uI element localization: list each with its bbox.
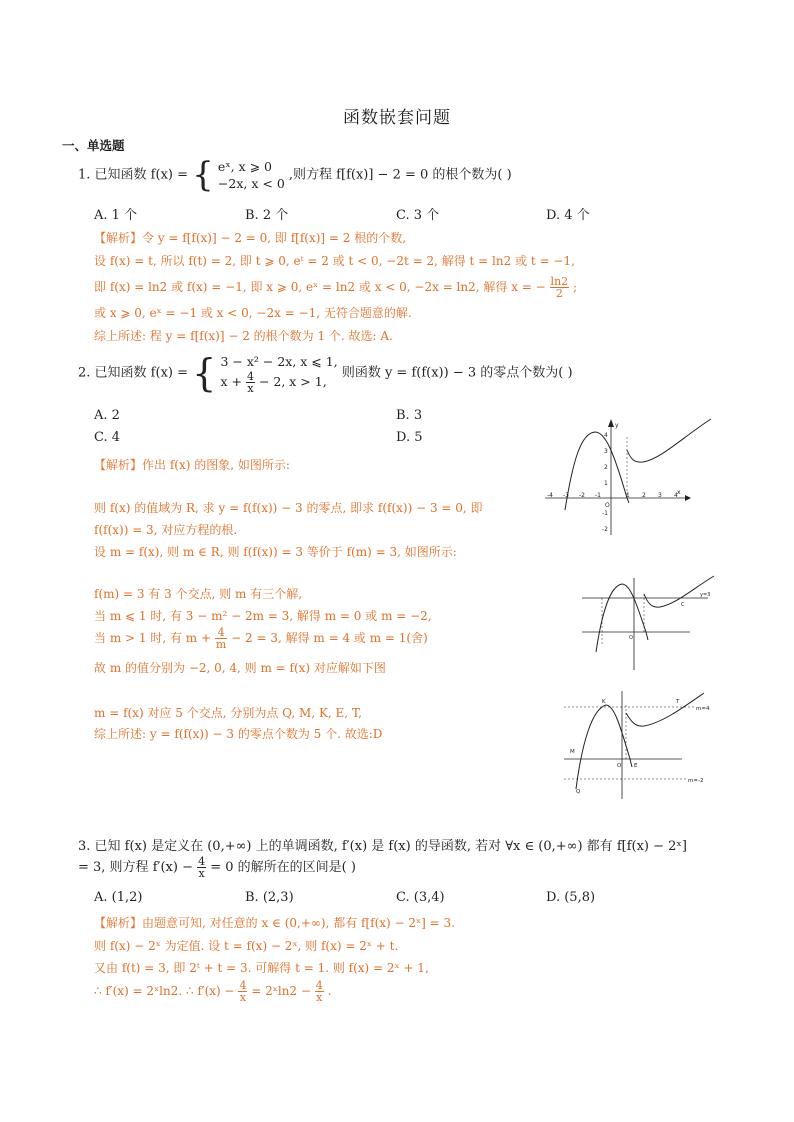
q1-analysis-line-2: 设 f(x) = t, 所以 f(t) = 2, 即 t ⩾ 0, eᵗ = 2 或 t < 0, −2t = 2, 解得 t = ln2 或 t = −1, (94, 254, 575, 268)
q2-pieces (220, 352, 337, 394)
q3-option-a[interactable]: A. (1,2) (94, 890, 143, 905)
q2-brace: { (192, 351, 217, 395)
q3-analysis-line-4: ∴ f′(x) = 2ˣln2. ∴ f′(x) − $\frac{4}{x}$ = 2ˣln2 − $\frac{4}{x}$ . (94, 979, 332, 1004)
q2-analysis-line-4: 设 m = f(x), 则 m ∈ R, 则 f(f(x)) = 3 等价于 f(m) = 3, 如图所示: (94, 545, 457, 559)
q3-line-1: 已知 f(x) 是定义在 (0,+∞) 上的单调函数, f′(x) 是 f(x) 的导函数, 若对 ∀x ∈ (0,+∞) 都有 f[f(x) − 2ˣ] (94, 839, 687, 854)
g1-hyperbola-curve (627, 419, 711, 462)
g1-xtick: 2 (642, 492, 646, 499)
q2-analysis-line-10: 综上所述: y = f(f(x)) − 3 的零点个数为 5 个. 故选:D (94, 727, 383, 741)
q1-fraction: $\frac{\ln 2}{2}$ (550, 275, 569, 300)
q2-fraction: $\frac{4}{m}$ (215, 626, 227, 651)
q2-analysis-line-9: m = f(x) 对应 5 个交点, 分别为点 Q, M, K, E, T, (94, 706, 362, 720)
section-heading: 一、单选题 (62, 138, 125, 153)
question-2 (78, 352, 573, 394)
g1-y-arrow (608, 419, 614, 427)
function-graph-3 (562, 685, 722, 803)
g1-y-label: y (615, 422, 619, 429)
g1-xtick: -4 (547, 492, 553, 499)
g2-line-label: y=3 (700, 592, 711, 598)
q2-option-c[interactable]: C. 4 (94, 430, 121, 445)
q1-number: 1. (78, 167, 91, 183)
q1-stem-a: 已知函数 f(x) = (94, 167, 188, 183)
q3-fraction-2: $\frac{4}{x}$ (315, 979, 323, 1004)
q1-fraction-tail: ; (572, 280, 578, 294)
g1-ytick: 3 (604, 448, 608, 455)
q3-fraction-1: $\frac{4}{x}$ (239, 979, 247, 1004)
q2-analysis-line-1: 【解析】作出 f(x) 的图象, 如图所示: (94, 458, 290, 472)
q3-stem-fraction: $\frac{4}{x}$ (198, 855, 206, 880)
function-graph-2 (580, 572, 720, 672)
g1-xtick: 4 (674, 492, 678, 499)
g3-point-e: E (634, 763, 638, 769)
q2-piece-fraction: $\frac{4}{x}$ (246, 370, 254, 395)
q2-stem-a: 已知函数 f(x) = (94, 365, 188, 381)
g1-x-label: x (677, 489, 681, 496)
g3-point-q: Q (576, 789, 581, 795)
q3-option-c[interactable]: C. (3,4) (396, 890, 445, 905)
q2-option-a[interactable]: A. 2 (94, 408, 120, 423)
g1-xtick: 1 (626, 492, 630, 499)
q2-piece-1: 3 − x² − 2x, x ⩽ 1, (220, 354, 338, 369)
q1-option-d[interactable]: D. 4 个 (546, 208, 590, 223)
g1-ytick: 1 (604, 480, 608, 487)
q2-option-b[interactable]: B. 3 (396, 408, 423, 423)
q1-piece-2: −2x, x < 0 (217, 176, 285, 191)
page-title: 函数嵌套问题 (343, 108, 451, 128)
g3-hyperbola-curve (626, 693, 704, 726)
q3-option-b[interactable]: B. (2,3) (245, 890, 294, 905)
g3-line-bottom-label: m=-2 (688, 778, 704, 784)
q1-pieces (218, 158, 285, 192)
q3-option-d[interactable]: D. (5,8) (546, 890, 596, 905)
question-3 (78, 835, 687, 854)
q2-number: 2. (78, 365, 91, 381)
g3-point-t: T (676, 699, 680, 705)
q3-line-2: = 3, 则方程 f′(x) − $\frac{4}{x}$ = 0 的解所在的区间是( ) (78, 855, 356, 880)
q2-analysis-line-5: f(m) = 3 有 3 个交点, 则 m 有三个解, (94, 587, 303, 601)
q2-analysis-line-3: f(f(x)) = 3, 对应方程的根. (94, 523, 238, 537)
g1-ytick: 2 (604, 464, 608, 471)
q1-analysis-line-3 (94, 276, 577, 299)
q2-option-d[interactable]: D. 5 (396, 430, 423, 445)
g1-ytick: -1 (602, 510, 608, 517)
g1-xtick: 3 (658, 492, 662, 499)
q3-analysis-line-2: 则 f(x) − 2ˣ 为定值. 设 t = f(x) − 2ˣ, 则 f(x) = 2ˣ + t. (94, 939, 399, 953)
q3-analysis-line-3: 又由 f(t) = 3, 即 2ᵗ + t = 3. 可解得 t = 1. 则 f(x) = 2ˣ + 1, (94, 961, 429, 975)
q1-option-a[interactable]: A. 1 个 (94, 208, 138, 223)
q1-option-b[interactable]: B. 2 个 (245, 208, 289, 223)
q3-analysis-line-1: 【解析】由题意可知, 对任意的 x ∈ (0,+∞), 都有 f[f(x) − 2ˣ] = 3. (94, 916, 455, 930)
q1-analysis-line-1: 【解析】令 y = f[f(x)] − 2 = 0, 即 f[f(x)] = 2 根的个数, (94, 231, 407, 245)
q2-analysis-line-8: 故 m 的值分别为 −2, 0, 4, 则 m = f(x) 对应解如下图 (94, 661, 386, 675)
g3-parabola-curve (576, 705, 632, 789)
q1-stem-b: ,则方程 f[f(x)] − 2 = 0 的根个数为( ) (288, 167, 512, 183)
g1-x-arrow (685, 495, 691, 501)
g3-origin: O (617, 763, 622, 769)
g1-xtick: -2 (579, 492, 585, 499)
g3-point-k: K (602, 699, 606, 705)
q1-option-c[interactable]: C. 3 个 (396, 208, 440, 223)
q2-piece-2: x + $\frac{4}{x}$ − 2, x > 1, (220, 370, 327, 395)
q1-analysis-line-4: 或 x ⩾ 0, eˣ = −1 或 x < 0, −2x = −1, 无符合题意的解. (94, 306, 412, 320)
q2-analysis-line-7: 当 m > 1 时, 有 m + $\frac{4}{m}$ − 2 = 3, 解得 m = 4 或 m = 1(舍) (94, 626, 428, 651)
q2-analysis-line-2: 则 f(x) 的值域为 R, 求 y = f(f(x)) − 3 的零点, 即求 f(f(x)) − 3 = 0, 即 (94, 501, 483, 515)
g3-point-m: M (570, 749, 575, 755)
q1-brace: { (192, 155, 214, 195)
g1-xtick: -1 (595, 492, 601, 499)
q3-number: 3. (78, 839, 91, 854)
q1-analysis-line-5: 综上所述: 程 y = f[f(x)] − 2 的根个数为 1 个. 故选: A. (94, 329, 393, 343)
g1-ytick: -2 (602, 526, 608, 533)
q2-analysis-line-6: 当 m ⩽ 1 时, 有 3 − m² − 2m = 3, 解得 m = 0 或 m = −2, (94, 609, 432, 623)
g1-ytick: 4 (604, 432, 608, 439)
question-1 (78, 155, 512, 195)
q1-analysis-line-3-text: 即 f(x) = ln2 或 f(x) = −1, 即 x ⩾ 0, eˣ = ln2 或 x < 0, −2x = ln2, 解得 x = − (94, 280, 546, 294)
g2-parabola-curve (596, 584, 648, 652)
q1-piece-1: eˣ, x ⩾ 0 (217, 159, 272, 174)
g3-line-top-label: m=4 (696, 706, 710, 712)
g1-origin: O (605, 502, 610, 509)
q2-stem-b: 则函数 y = f(f(x)) − 3 的零点个数为( ) (341, 365, 573, 381)
g2-origin: O (629, 635, 633, 641)
function-graph-1 (543, 415, 713, 540)
g2-point-label: C (681, 602, 685, 608)
g1-xtick: -3 (563, 492, 569, 499)
